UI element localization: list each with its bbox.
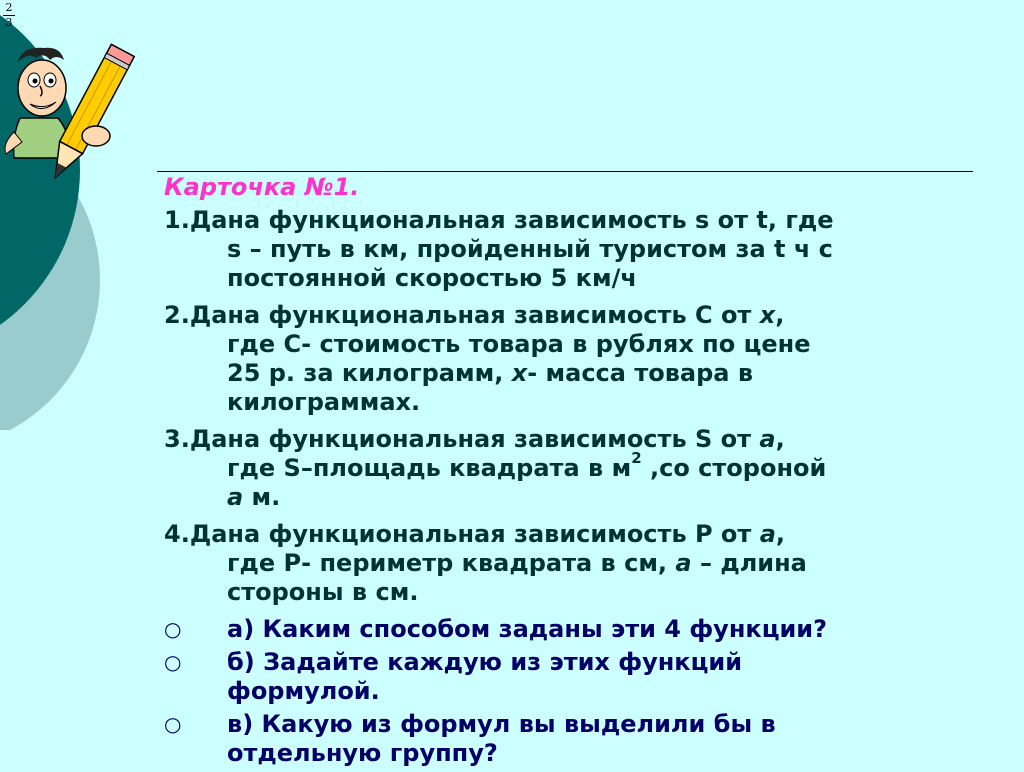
- squared-superscript: 2: [631, 449, 642, 467]
- task-item-1: [164, 206, 994, 293]
- task-3-line-1: 3.Дана функциональная зависимость S от а,: [164, 425, 785, 453]
- question-a: [164, 615, 994, 644]
- task-1-line-1: 1.Дана функциональная зависимость s от t, где: [164, 206, 834, 234]
- task-3-line-2: где S–площадь квадрата в $м^2$ ,со стороной: [227, 449, 827, 482]
- question-c-line-1: в) Какую из формул вы выделили бы в: [227, 710, 776, 738]
- task-1-line-3: постоянной скоростью 5 км/ч: [227, 264, 637, 292]
- question-b: [164, 648, 994, 706]
- question-c: [164, 710, 994, 768]
- task-item-4: [164, 520, 994, 607]
- task-item-2: [164, 301, 994, 417]
- circle-bullet-icon: ○: [164, 712, 182, 736]
- task-2-line-1: 2.Дана функциональная зависимость С от х,: [164, 301, 785, 329]
- slide-number-bottom: 3: [5, 16, 13, 29]
- question-a-line-1: а) Каким способом заданы эти 4 функции?: [227, 615, 828, 643]
- task-3-line-3: а м.: [227, 483, 281, 511]
- question-c-line-2: отдельную группу?: [227, 739, 498, 767]
- circle-bullet-icon: ○: [164, 617, 182, 641]
- task-2-line-4: килограммах.: [227, 388, 421, 416]
- task-item-3: [164, 425, 994, 512]
- task-2-line-2: где С- стоимость товара в рублях по цене: [227, 330, 811, 358]
- slide-number-top: 2: [5, 1, 13, 14]
- question-b-line-1: б) Задайте каждую из этих функций: [227, 648, 743, 676]
- task-4-line-2: где Р- периметр квадрата в см, а – длина: [227, 549, 807, 577]
- task-1-line-2: s – путь в км, пройденный туристом за t ч с: [227, 235, 833, 263]
- task-4-line-3: стороны в см.: [227, 578, 419, 606]
- slide-number: [2, 2, 16, 29]
- circle-bullet-icon: ○: [164, 650, 182, 674]
- card-content: [164, 172, 994, 772]
- boy-with-pencil-clipart: [0, 40, 140, 200]
- task-4-line-1: 4.Дана функциональная зависимость Р от а,: [164, 520, 786, 548]
- card-title: Карточка №1.: [164, 173, 360, 201]
- question-b-line-2: формулой.: [227, 677, 380, 705]
- task-2-line-3: 25 р. за килограмм, х- масса товара в: [227, 359, 754, 387]
